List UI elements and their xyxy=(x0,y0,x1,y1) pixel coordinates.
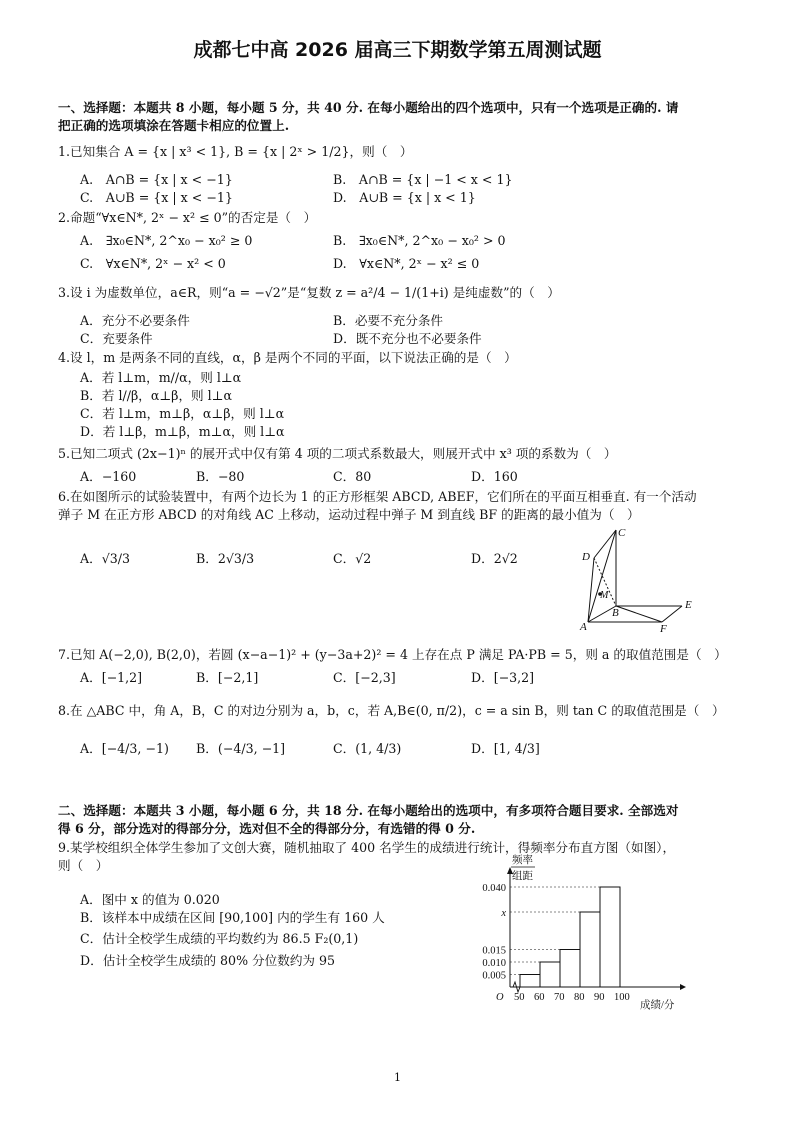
q2-option-b[interactable]: B. ∃x₀∈N*, 2^x₀ − x₀² > 0 xyxy=(333,233,506,248)
page-number: 1 xyxy=(394,1071,401,1084)
q5-option-d[interactable]: D．160 xyxy=(471,469,518,484)
q1-option-b[interactable]: B. A∩B = {x | −1 < x < 1} xyxy=(333,172,513,187)
label-f: F xyxy=(660,623,667,634)
edge-ef xyxy=(662,606,682,622)
q2-option-d[interactable]: D. ∀x∈N*, 2ˣ − x² ≤ 0 xyxy=(333,256,480,271)
edge-bf xyxy=(616,606,662,622)
q3-option-c[interactable]: C．充要条件 xyxy=(80,331,153,346)
q9-option-d[interactable]: D．估计全校学生成绩的 80% 分位数约为 95 xyxy=(80,953,336,968)
q7-option-c[interactable]: C．[−2,3] xyxy=(333,670,396,685)
q8-option-d[interactable]: D．[1, 4/3] xyxy=(471,741,540,756)
label-d: D xyxy=(582,551,590,563)
y-label-bottom: 组距 xyxy=(512,871,533,882)
q4-option-b[interactable]: B．若 l//β，α⊥β，则 l⊥α xyxy=(80,388,233,403)
histogram-bar xyxy=(520,975,540,988)
origin-label: O xyxy=(496,992,504,1003)
q8-option-b[interactable]: B．(−4/3, −1] xyxy=(196,741,286,756)
q6-stem-line1: 6.在如图所示的试验装置中，有两个边长为 1 的正方形框架 ABCD, ABEF，它们所在的平面互相垂直. 有一个活动 xyxy=(58,489,697,504)
x-tick-label: 100 xyxy=(614,992,630,1003)
q5-option-a[interactable]: A．−160 xyxy=(80,469,137,484)
x-tick-label: 60 xyxy=(534,992,545,1003)
q6-stem-line2: 弹子 M 在正方形 ABCD 的对角线 AC 上移动，运动过程中弹子 M 到直线 BF 的距离的最小值为（ ） xyxy=(58,507,640,522)
q9-frequency-histogram xyxy=(440,854,690,1014)
q6-option-c[interactable]: C．√2 xyxy=(333,551,372,566)
q2-option-a[interactable]: A. ∃x₀∈N*, 2^x₀ − x₀² ≥ 0 xyxy=(80,233,253,248)
y-label-top: 频率 xyxy=(512,855,533,866)
x-tick-label: 70 xyxy=(554,992,565,1003)
label-c: C xyxy=(618,527,626,539)
histogram-bar xyxy=(600,887,620,987)
y-tick-label: x xyxy=(501,908,506,919)
q9-stem-line1: 9.某学校组织全体学生参加了文创大赛，随机抽取了 400 名学生的成绩进行统计，得频率分布直方图（如图）， xyxy=(58,840,676,855)
q4-stem: 4.设 l，m 是两条不同的直线，α，β 是两个不同的平面，以下说法正确的是（ ） xyxy=(58,350,517,365)
q5-option-c[interactable]: C．80 xyxy=(333,469,372,484)
q7-option-b[interactable]: B．[−2,1] xyxy=(196,670,259,685)
section2-heading-line1: 二、选择题：本题共 3 小题，每小题 6 分，共 18 分. 在每小题给出的选项中，有多项符合题目要求. 全部选对 xyxy=(58,803,679,818)
label-b: B xyxy=(612,607,619,619)
q6-geometry-figure xyxy=(570,522,705,634)
x-tick-label: 80 xyxy=(574,992,585,1003)
x-axis-label: 成绩/分 xyxy=(640,1000,675,1011)
q9-stem-line2: 则（ ） xyxy=(58,858,109,873)
q7-option-d[interactable]: D．[−3,2] xyxy=(471,670,535,685)
q6-option-a[interactable]: A．√3/3 xyxy=(80,551,130,566)
histogram-bar xyxy=(540,962,560,987)
q8-option-c[interactable]: C．(1, 4/3) xyxy=(333,741,402,756)
q6-option-b[interactable]: B．2√3/3 xyxy=(196,551,255,566)
histogram-bar xyxy=(560,950,580,988)
q7-stem: 7.已知 A(−2,0), B(2,0)，若圆 (x−a−1)² + (y−3a+2)² = 4 上存在点 P 满足 PA·PB = 5，则 a 的取值范围是（ ） xyxy=(58,647,727,662)
q1-stem: 1.已知集合 A = {x | x³ < 1}, B = {x | 2ˣ > 1/2}，则（ ） xyxy=(58,144,413,159)
q4-option-c[interactable]: C．若 l⊥m，m⊥β，α⊥β，则 l⊥α xyxy=(80,406,285,421)
section1-heading-line1: 一、选择题：本题共 8 小题，每小题 5 分，共 40 分. 在每小题给出的四个选项中，只有一个选项是正确的. 请 xyxy=(58,100,679,115)
q9-option-c[interactable]: C．估计全校学生成绩的平均数约为 86.5 F₂(0,1) xyxy=(80,931,359,946)
x-tick-label: 50 xyxy=(514,992,525,1003)
q3-stem: 3.设 i 为虚数单位，a∈R，则“a = −√2”是“复数 z = a²/4 − 1/(1+i) 是纯虚数”的（ ） xyxy=(58,285,560,300)
q2-option-c[interactable]: C. ∀x∈N*, 2ˣ − x² < 0 xyxy=(80,256,226,271)
y-tick-label: 0.005 xyxy=(482,970,506,982)
q9-option-a[interactable]: A．图中 x 的值为 0.020 xyxy=(80,892,220,907)
histogram-bar xyxy=(580,912,600,987)
q3-option-a[interactable]: A．充分不必要条件 xyxy=(80,313,190,328)
y-tick-label: 0.015 xyxy=(482,945,506,957)
q3-option-d[interactable]: D．既不充分也不必要条件 xyxy=(333,331,482,346)
y-tick-label: 0.010 xyxy=(482,958,506,969)
q2-stem: 2.命题“∀x∈N*, 2ˣ − x² ≤ 0”的否定是（ ） xyxy=(58,210,317,225)
q4-option-a[interactable]: A．若 l⊥m，m//α，则 l⊥α xyxy=(80,370,242,385)
page-title: 成都七中高 2026 届高三下期数学第五周测试题 xyxy=(193,39,602,61)
q7-option-a[interactable]: A．[−1,2] xyxy=(80,670,143,685)
q6-option-d[interactable]: D．2√2 xyxy=(471,551,518,566)
q8-option-a[interactable]: A．[−4/3, −1) xyxy=(80,741,169,756)
q5-stem: 5.已知二项式 (2x−1)ⁿ 的展开式中仅有第 4 项的二项式系数最大，则展开式中 x³ 项的系数为（ ） xyxy=(58,446,617,461)
q1-option-c[interactable]: C. A∪B = {x | x < −1} xyxy=(80,190,233,205)
q3-option-b[interactable]: B．必要不充分条件 xyxy=(333,313,444,328)
x-axis-arrow xyxy=(680,984,686,990)
q1-option-a[interactable]: A. A∩B = {x | x < −1} xyxy=(80,172,233,187)
x-tick-label: 90 xyxy=(594,992,605,1003)
label-e: E xyxy=(685,599,692,611)
q1-option-d[interactable]: D. A∪B = {x | x < 1} xyxy=(333,190,476,205)
q4-option-d[interactable]: D．若 l⊥β，m⊥β，m⊥α，则 l⊥α xyxy=(80,424,285,439)
edge-dc xyxy=(594,530,616,558)
q9-option-b[interactable]: B．该样本中成绩在区间 [90,100] 内的学生有 160 人 xyxy=(80,910,385,925)
q5-option-b[interactable]: B．−80 xyxy=(196,469,245,484)
q8-stem: 8.在 △ABC 中，角 A，B，C 的对边分别为 a，b，c，若 A,B∈(0, π/2)，c = a sin B，则 tan C 的取值范围是（ ） xyxy=(58,703,725,718)
label-m: M xyxy=(600,590,609,601)
section2-heading-line2: 得 6 分，部分选对的得部分分，选对但不全的得部分分，有选错的得 0 分. xyxy=(58,821,476,836)
section1-heading-line2: 把正确的选项填涂在答题卡相应的位置上. xyxy=(58,118,290,133)
y-tick-label: 0.040 xyxy=(482,883,506,894)
label-a: A xyxy=(580,621,587,633)
